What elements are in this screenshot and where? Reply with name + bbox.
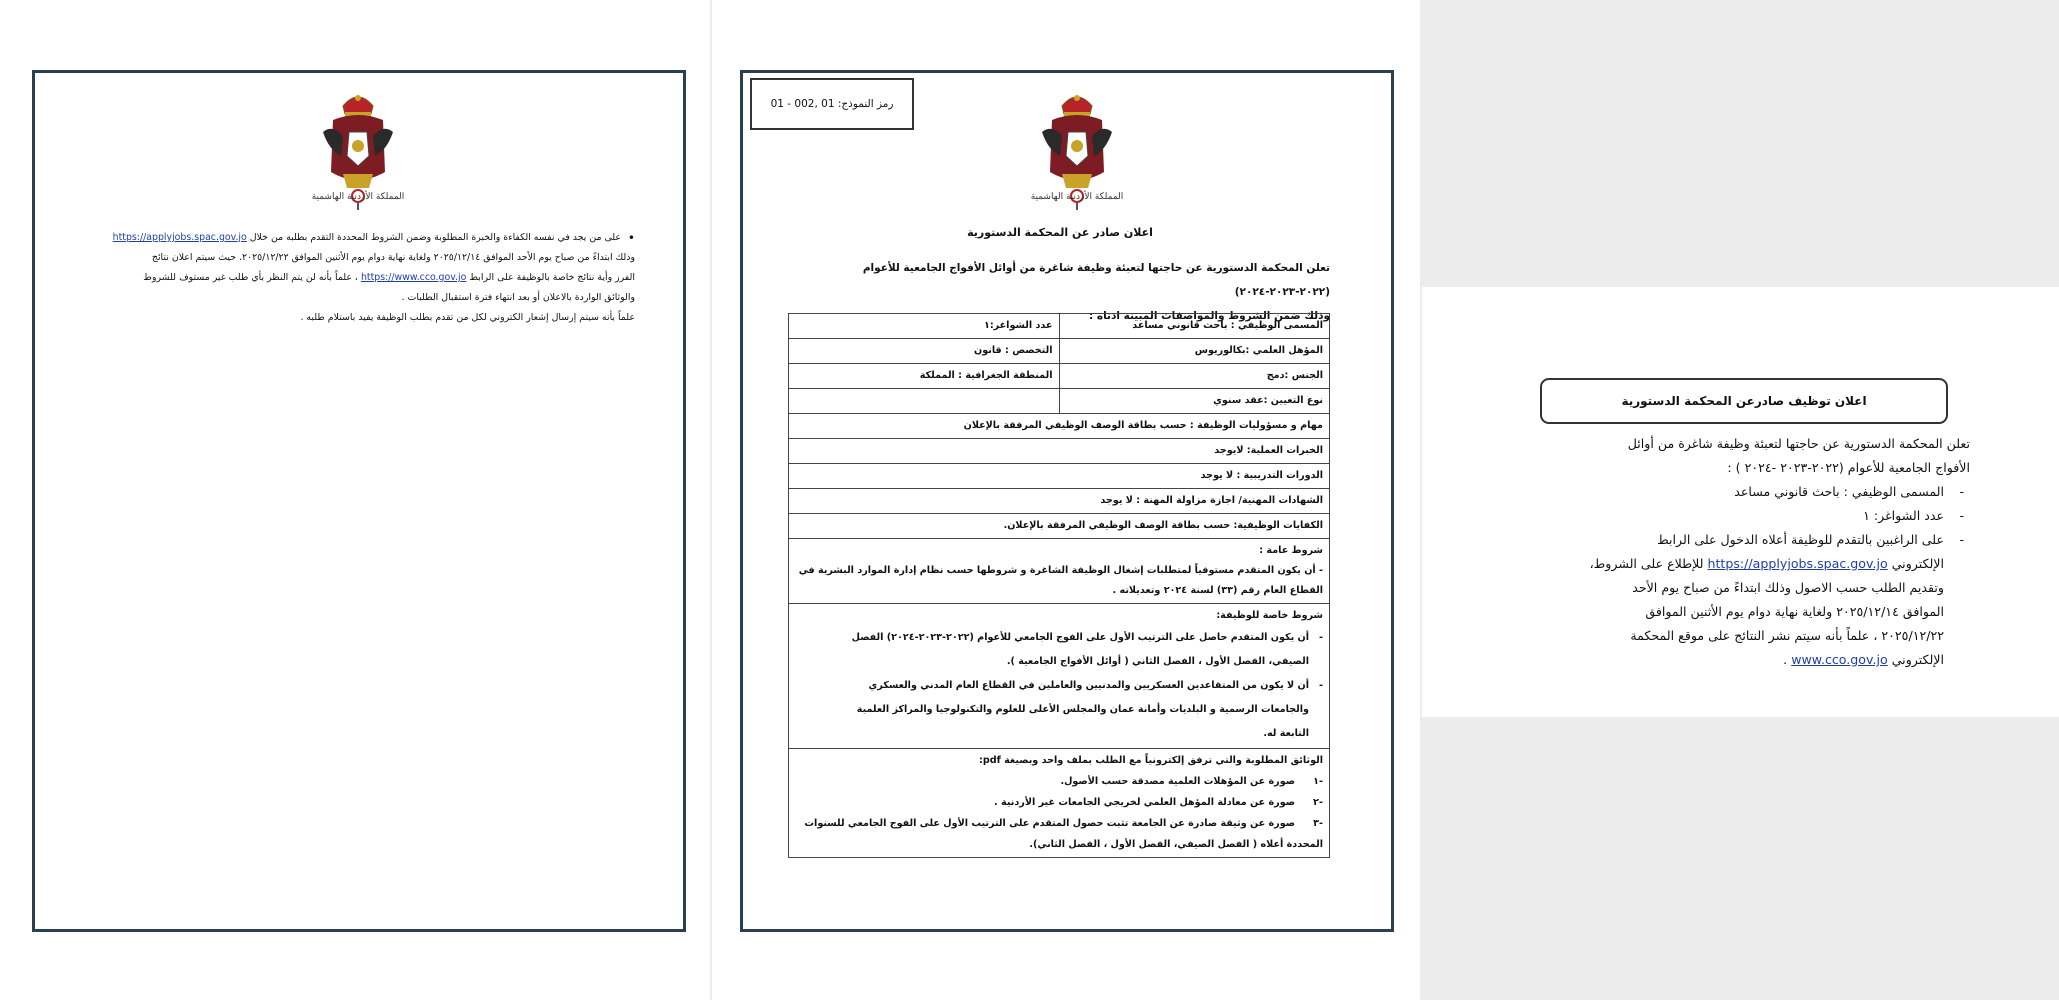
document-text: صورة عن وثيقة صادرة عن الجامعة تثبت حصول المتقدم على الترتيب الأول على الفوج الجامعي للسنوات [804,818,1295,829]
right-intro-line-1: تعلن المحكمة الدستورية عن حاجتها لتعبئة وظيفة شاغرة من أوائل [1627,436,1970,451]
special-condition-1-line-b: الصيفي، الفصل الأول ، الفصل الثاني ( أوائل الأفواج الجامعية ). [1006,656,1309,667]
results-line-start: الفرز وأية نتائج خاصة بالوظيفة على الرابط [469,272,635,283]
special-conditions-title: شروط خاصة للوظيفة: [1216,610,1323,621]
table-row [789,314,1330,339]
document-number: -١ [1313,776,1323,787]
special-condition-1-line-a: - أن يكون المتقدم حاصل على الترتيب الأول على الفوج الجامعي للأعوام (٢٠٢٢-٢٠٢٣-٢٠٢٤) الفصل [851,632,1309,643]
documents-cell [789,749,1330,858]
right-intro-line-2: الأفواج الجامعية للأعوام (٢٠٢٢-٢٠٢٣ -٢٠٢٤ ) : [1727,460,1970,475]
documents-line: والوثائق الواردة بالاعلان أو بعد انتهاء فترة استقبال الطلبات . [401,292,635,303]
qualification-cell: المؤهل العلمي :بكالوريوس [1059,339,1330,364]
table-row [789,339,1330,364]
job-spec-table [788,313,1330,858]
job-title-cell: المسمى الوظيفي : باحث قانوني مساعد [1059,314,1330,339]
intro-line-1: تعلن المحكمة الدستورية عن حاجتها لتعبئة وظيفة شاغرة من أوائل الأفواج الجامعية للأعوام (٢٠٢٢-٢٠٢٣-٢٠٢٤) [862,262,1330,298]
application-line-b [1500,552,1944,576]
gender-cell: الجنس :دمج [1059,364,1330,389]
application-line-d: الموافق ٢٠٢٥/١٢/١٤ ولغاية نهاية دوام يوم الأثنين الموافق [1645,604,1944,619]
results-line-end: ، علماً بأنه لن يتم النظر بأي طلب غير مستوف للشروط [143,272,358,283]
special-condition-1 [795,626,1323,674]
appointment-type-cell: نوع التعيين :عقد سنوي [1059,389,1330,414]
table-row [789,414,1330,439]
general-conditions-line-1: - أن يكون المتقدم مستوفياً لمتطلبات إشغال الوظيفة الشاغرة و شروطها حسب نظام إدارة الموارد البشرية في [798,565,1323,576]
intro-line-2: وذلك ضمن الشروط والمواصفات المبينة ادناه : [1089,310,1330,322]
results-line [75,268,635,288]
application-line-f-start: الإلكتروني [1891,652,1944,667]
announcement-title: اعلان صادر عن المحكمة الدستورية [967,226,1153,239]
apply-link[interactable]: https://applyjobs.spac.gov.jo [112,232,247,243]
certificates-cell: الشهادات المهنية/ اجازة مزاولة المهنة : لا يوجد [789,489,1330,514]
region-cell: المنطقة الجغرافية : المملكة [789,364,1060,389]
right-item-vacancies: - عدد الشواغر: ١ [1500,504,1970,528]
specialization-cell: التخصص : قانون [789,339,1060,364]
document-text: صورة عن المؤهلات العلمية مصدقة حسب الأصول. [1060,776,1295,787]
document-item [795,792,1323,813]
model-code-box: رمز النموذج: 01 ,002 - 01 [750,78,914,130]
document-number: -٢ [1313,797,1323,808]
general-conditions-line-2: القطاع العام رقم (٣٣) لسنة ٢٠٢٤ وتعديلاته . [1112,585,1323,596]
document-item-3-continued: المحددة أعلاه ( الفصل الصيفي، الفصل الأول ، الفصل الثاني). [1029,839,1323,850]
document-item [795,813,1323,834]
table-row [789,514,1330,539]
table-row [789,604,1330,749]
special-condition-2-line-c: التابعة له. [1263,728,1309,739]
table-row [789,364,1330,389]
emblem-caption: المملكة الأردنية الهاشمية [311,192,405,202]
special-conditions-cell [789,604,1330,749]
vacancies-cell: عدد الشواغر:١ [789,314,1060,339]
dates-line: وذلك ابتداءً من صباح يوم الأحد الموافق ٢٠٢٥/١٢/١٤ ولغاية نهاية دوام يوم الأثنين الموافق ٢٠٢٥/١٢/٢٢. حيث سيتم اعلان نتائج [151,252,635,263]
site-link[interactable]: https://www.cco.gov.jo [360,272,467,283]
document-text: صورة عن معادلة المؤهل العلمي لخريجي الجامعات غير الأردنية . [994,797,1295,808]
table-row [789,439,1330,464]
training-cell: الدورات التدريبية : لا يوجد [789,464,1330,489]
duties-cell: مهام و مسؤوليات الوظيفة : حسب بطاقة الوصف الوظيفي المرفقة بالإعلان [789,414,1330,439]
application-line-b-end: للإطلاع على الشروط، [1589,556,1704,571]
site-link[interactable]: www.cco.gov.jo [1791,652,1888,667]
general-conditions-title: شروط عامة : [1259,545,1323,556]
table-row [789,489,1330,514]
document-number: -٣ [1313,818,1323,829]
right-announcement-title: اعلان توظيف صادرعن المحكمة الدستورية [1540,378,1948,424]
notification-line: علماً بأنه سيتم إرسال إشعار الكتروني لكل من تقدم بطلب الوظيفة يفيد باستلام طلبه . [300,312,635,323]
special-condition-2 [795,674,1323,746]
emblem-caption: المملكة الأردنية الهاشمية [1030,192,1124,202]
experience-cell: الخبرات العملية: لايوجد [789,439,1330,464]
table-row [789,464,1330,489]
document-item [795,771,1323,792]
table-row [789,389,1330,414]
competencies-cell: الكفايات الوظيفية: حسب بطاقة الوصف الوظيفي المرفقة بالإعلان. [789,514,1330,539]
right-item-job-title: - المسمى الوظيفي : باحث قانوني مساعد [1500,480,1970,504]
bullet-text: على من يجد في نفسه الكفاءة والخبرة المطلوبة وضمن الشروط المحددة التقدم بطلبه من خلال [249,232,621,243]
empty-cell [789,389,1060,414]
application-line-b-start: الإلكتروني [1891,556,1944,571]
documents-title: الوثائق المطلوبة والتي ترفق إلكترونياً مع الطلب بملف واحد وبصيغة pdf: [978,755,1323,766]
right-page-body [1500,432,1970,672]
special-condition-2-line-a: - أن لا يكون من المتقاعدين العسكريين والمدنيين والعاملين في القطاع العام المدني والعسكري [868,680,1309,691]
right-item-application [1500,528,1970,672]
application-line-c: وتقديم الطلب حسب الاصول وذلك ابتداءً من صباح يوم الأحد [1632,580,1944,595]
application-line-f [1500,648,1944,672]
application-line-a: - على الراغبين بالتقدم للوظيفة أعلاه الدخول على الرابط [1657,532,1944,547]
application-line-e: ٢٠٢٥/١٢/٢٢ ، علماً بأنه سيتم نشر النتائج على موقع المحكمة [1630,628,1944,643]
table-row [789,749,1330,858]
apply-link[interactable]: https://applyjobs.spac.gov.jo [1707,556,1888,571]
general-conditions-cell [789,539,1330,604]
application-paragraph [75,228,635,248]
application-line-f-end: . [1783,652,1788,667]
special-condition-2-line-b: والجامعات الرسمية و البلديات وأمانة عمان والمجلس الأعلى للعلوم والتكنولوجيا والمراكز العلمية [856,704,1309,715]
table-row [789,539,1330,604]
left-page-body [75,228,635,328]
